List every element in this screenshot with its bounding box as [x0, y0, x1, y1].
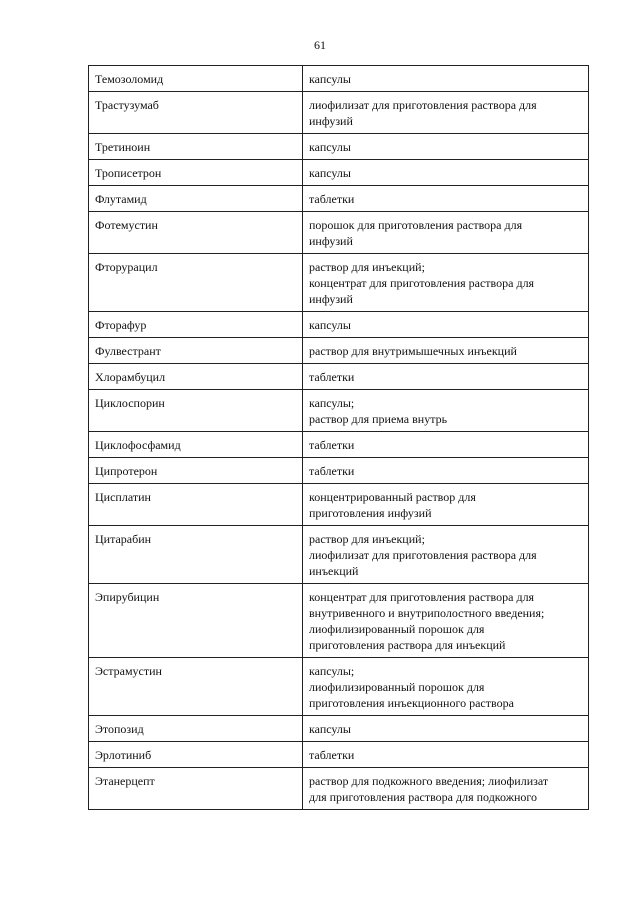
dosage-form-cell: капсулы	[303, 134, 589, 160]
drug-name-cell: Трописетрон	[89, 160, 303, 186]
drug-name-cell: Фторафур	[89, 312, 303, 338]
table-row	[89, 254, 589, 312]
drug-name-cell: Этопозид	[89, 716, 303, 742]
drug-name-cell: Эпирубицин	[89, 584, 303, 658]
table-row	[89, 364, 589, 390]
table-row	[89, 432, 589, 458]
dosage-form-cell: раствор для инъекций; лиофилизат для приготовления раствора для инъекций	[303, 526, 589, 584]
table-row	[89, 390, 589, 432]
drug-name-cell: Цитарабин	[89, 526, 303, 584]
dosage-form-cell: раствор для инъекций; концентрат для приготовления раствора для инфузий	[303, 254, 589, 312]
dosage-form-cell: таблетки	[303, 432, 589, 458]
dosage-form-cell: капсулы; раствор для приема внутрь	[303, 390, 589, 432]
drug-name-cell: Циклоспорин	[89, 390, 303, 432]
table-row	[89, 526, 589, 584]
table-row	[89, 312, 589, 338]
table-row	[89, 458, 589, 484]
drug-name-cell: Этанерцепт	[89, 768, 303, 810]
table-row	[89, 134, 589, 160]
dosage-form-cell: таблетки	[303, 458, 589, 484]
dosage-form-cell: капсулы	[303, 716, 589, 742]
table-row	[89, 338, 589, 364]
dosage-form-cell: лиофилизат для приготовления раствора для инфузий	[303, 92, 589, 134]
drug-name-cell: Эстрамустин	[89, 658, 303, 716]
drug-table	[88, 65, 589, 810]
drug-name-cell: Фторурацил	[89, 254, 303, 312]
page-number: 61	[314, 38, 326, 52]
dosage-form-cell: концентрат для приготовления раствора для внутривенного и внутриполостного введения; лиофилизированный порошок для приготовления раствора для инъекций	[303, 584, 589, 658]
table-row	[89, 160, 589, 186]
table-body	[89, 66, 589, 810]
table-row	[89, 658, 589, 716]
dosage-form-cell: капсулы; лиофилизированный порошок для приготовления инъекционного раствора	[303, 658, 589, 716]
table-row	[89, 716, 589, 742]
drug-name-cell: Фотемустин	[89, 212, 303, 254]
drug-name-cell: Циклофосфамид	[89, 432, 303, 458]
dosage-form-cell: таблетки	[303, 364, 589, 390]
table-row	[89, 742, 589, 768]
drug-name-cell: Темозоломид	[89, 66, 303, 92]
drug-name-cell: Третиноин	[89, 134, 303, 160]
dosage-form-cell: таблетки	[303, 186, 589, 212]
table-row	[89, 484, 589, 526]
drug-name-cell: Ципротерон	[89, 458, 303, 484]
dosage-form-cell: раствор для внутримышечных инъекций	[303, 338, 589, 364]
drug-name-cell: Цисплатин	[89, 484, 303, 526]
table-row	[89, 186, 589, 212]
dosage-form-cell: капсулы	[303, 312, 589, 338]
dosage-form-cell: таблетки	[303, 742, 589, 768]
table-row	[89, 768, 589, 810]
dosage-form-cell: концентрированный раствор для приготовления инфузий	[303, 484, 589, 526]
dosage-form-cell: порошок для приготовления раствора для инфузий	[303, 212, 589, 254]
table-row	[89, 92, 589, 134]
table-row	[89, 66, 589, 92]
drug-name-cell: Фулвестрант	[89, 338, 303, 364]
table-row	[89, 584, 589, 658]
drug-name-cell: Флутамид	[89, 186, 303, 212]
drug-name-cell: Хлорамбуцил	[89, 364, 303, 390]
dosage-form-cell: раствор для подкожного введения; лиофилизат для приготовления раствора для подкожного	[303, 768, 589, 810]
table-row	[89, 212, 589, 254]
dosage-form-cell: капсулы	[303, 160, 589, 186]
dosage-form-cell: капсулы	[303, 66, 589, 92]
drug-name-cell: Эрлотиниб	[89, 742, 303, 768]
drug-name-cell: Трастузумаб	[89, 92, 303, 134]
